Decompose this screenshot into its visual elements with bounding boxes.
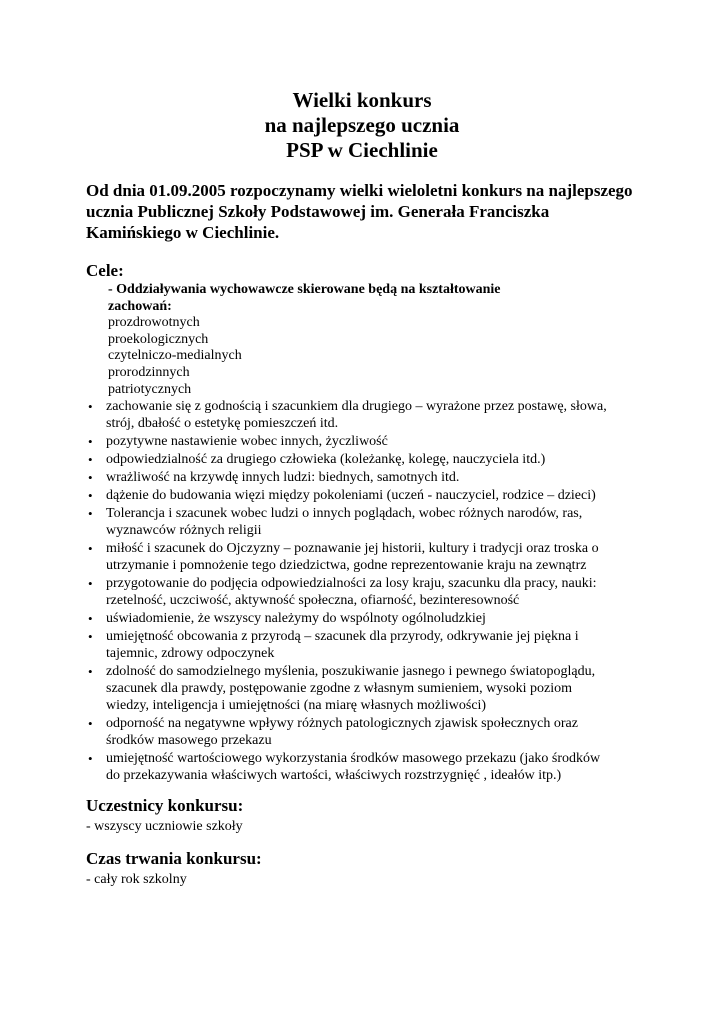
bullet-item bbox=[86, 505, 656, 539]
bullet-text-line: strój, dbałość o estetykę pomieszczeń itd. bbox=[106, 416, 339, 431]
bullet-text bbox=[106, 451, 656, 468]
bullet-text-line: rzetelność, uczciwość, aktywność społeczna, ofiarność, bezinteresowność bbox=[106, 593, 520, 608]
bullet-item bbox=[86, 663, 656, 714]
bullet-item bbox=[86, 398, 656, 432]
bullet-text-line: uświadomienie, że wszyscy należymy do wspólnoty ogólnoludzkiej bbox=[106, 611, 486, 626]
bullet-text-line: tajemnic, zdrowy odpoczynek bbox=[106, 646, 275, 661]
bullet-text bbox=[106, 663, 656, 714]
bullet-item bbox=[86, 451, 656, 468]
bullet-text bbox=[106, 505, 656, 539]
bullet-text-line: dążenie do budowania więzi między pokoleniami (uczeń - nauczyciel, rodzice – dzieci) bbox=[106, 488, 596, 503]
bullet-dot-icon: • bbox=[88, 716, 93, 731]
bullet-item bbox=[86, 469, 656, 486]
bullet-item bbox=[86, 610, 656, 627]
bullet-dot-icon: • bbox=[88, 629, 93, 644]
bullet-item bbox=[86, 575, 656, 609]
bullet-text bbox=[106, 628, 656, 662]
bullet-text bbox=[106, 715, 656, 749]
bullet-dot-icon: • bbox=[88, 541, 93, 556]
bullet-text-line: przygotowanie do podjęcia odpowiedzialności za losy kraju, szacunku dla pracy, nauki: bbox=[106, 576, 597, 591]
bullet-text bbox=[106, 487, 656, 504]
bullet-text bbox=[106, 398, 656, 432]
bullet-dot-icon: • bbox=[88, 488, 93, 503]
bullet-text-line: umiejętność obcowania z przyrodą – szacunek dla przyrody, odkrywanie jej piękna i bbox=[106, 629, 579, 644]
bullet-text bbox=[106, 469, 656, 486]
participants-heading: Uczestnicy konkursu: bbox=[86, 796, 244, 815]
bullet-text-line: zdolność do samodzielnego myślenia, poszukiwanie jasnego i pewnego światopoglądu, bbox=[106, 664, 596, 679]
goals-heading: Cele: bbox=[86, 261, 124, 280]
bullet-dot-icon: • bbox=[88, 470, 93, 485]
bullet-dot-icon: • bbox=[88, 751, 93, 766]
behavior-item: prorodzinnych bbox=[108, 364, 190, 380]
bullet-text bbox=[106, 433, 656, 450]
document-title bbox=[0, 88, 724, 163]
goals-sub-line-2: zachowań: bbox=[108, 298, 172, 314]
bullet-text-line: odpowiedzialność za drugiego człowieka (koleżankę, kolegę, nauczyciela itd.) bbox=[106, 452, 546, 467]
bullet-item bbox=[86, 628, 656, 662]
bullet-text bbox=[106, 575, 656, 609]
bullet-item bbox=[86, 540, 656, 574]
bullet-item bbox=[86, 750, 656, 784]
bullet-text bbox=[106, 610, 656, 627]
intro-line-3: Kamińskiego w Ciechlinie. bbox=[86, 223, 280, 242]
goals-bullet-list bbox=[86, 398, 656, 785]
behavior-item: prozdrowotnych bbox=[108, 315, 200, 331]
bullet-dot-icon: • bbox=[88, 611, 93, 626]
intro-paragraph bbox=[86, 180, 656, 243]
behavior-item: patriotycznych bbox=[108, 381, 192, 397]
bullet-text bbox=[106, 750, 656, 784]
title-line-1: Wielki konkurs bbox=[292, 88, 432, 112]
bullet-text-line: pozytywne nastawienie wobec innych, życzliwość bbox=[106, 434, 388, 449]
bullet-item bbox=[86, 433, 656, 450]
behavior-item: czytelniczo-medialnych bbox=[108, 348, 242, 364]
intro-line-1: Od dnia 01.09.2005 rozpoczynamy wielki wieloletni konkurs na najlepszego bbox=[86, 181, 633, 200]
bullet-dot-icon: • bbox=[88, 434, 93, 449]
duration-heading: Czas trwania konkursu: bbox=[86, 849, 262, 868]
behavior-item: proekologicznych bbox=[108, 331, 209, 347]
bullet-item bbox=[86, 715, 656, 749]
goals-sub-line-1: - Oddziaływania wychowawcze skierowane będą na kształtowanie bbox=[108, 282, 501, 297]
bullet-dot-icon: • bbox=[88, 664, 93, 679]
bullet-text-line: Tolerancja i szacunek wobec ludzi o innych poglądach, wobec różnych narodów, ras, bbox=[106, 506, 583, 521]
goals-subsection bbox=[108, 282, 501, 398]
bullet-dot-icon: • bbox=[88, 506, 93, 521]
title-line-2: na najlepszego ucznia bbox=[264, 113, 460, 137]
title-line-3: PSP w Ciechlinie bbox=[286, 138, 438, 162]
bullet-text-line: wiedzy, inteligencja i umiejętności (na miarę własnych możliwości) bbox=[106, 698, 487, 713]
bullet-text-line: odporność na negatywne wpływy różnych patologicznych zjawisk społecznych oraz bbox=[106, 716, 578, 731]
bullet-text-line: wyznawców różnych religii bbox=[106, 523, 262, 538]
bullet-text-line: środków masowego przekazu bbox=[106, 733, 272, 748]
bullet-text-line: utrzymanie i pomnożenie tego dziedzictwa, godne reprezentowanie kraju na zewnątrz bbox=[106, 558, 587, 573]
bullet-text-line: do przekazywania właściwych wartości, właściwych rozstrzygnięć , ideałów itp.) bbox=[106, 768, 562, 783]
bullet-text bbox=[106, 540, 656, 574]
bullet-text-line: wrażliwość na krzywdę innych ludzi: biednych, samotnych itd. bbox=[106, 470, 460, 485]
bullet-text-line: umiejętność wartościowego wykorzystania środków masowego przekazu (jako środków bbox=[106, 751, 601, 766]
bullet-text-line: szacunek dla prawdy, postępowanie zgodne z własnym sumieniem, wysoki poziom bbox=[106, 681, 573, 696]
bullet-text-line: miłość i szacunek do Ojczyzny – poznawanie jej historii, kultury i tradycji oraz troska o bbox=[106, 541, 599, 556]
bullet-item bbox=[86, 487, 656, 504]
duration-text: - cały rok szkolny bbox=[86, 872, 187, 887]
bullet-text-line: zachowanie się z godnością i szacunkiem dla drugiego – wyrażone przez postawę, słowa, bbox=[106, 399, 607, 414]
intro-line-2: ucznia Publicznej Szkoły Podstawowej im. Generała Franciszka bbox=[86, 202, 550, 221]
participants-text: - wszyscy uczniowie szkoły bbox=[86, 819, 243, 834]
bullet-dot-icon: • bbox=[88, 399, 93, 414]
bullet-dot-icon: • bbox=[88, 452, 93, 467]
bullet-dot-icon: • bbox=[88, 576, 93, 591]
